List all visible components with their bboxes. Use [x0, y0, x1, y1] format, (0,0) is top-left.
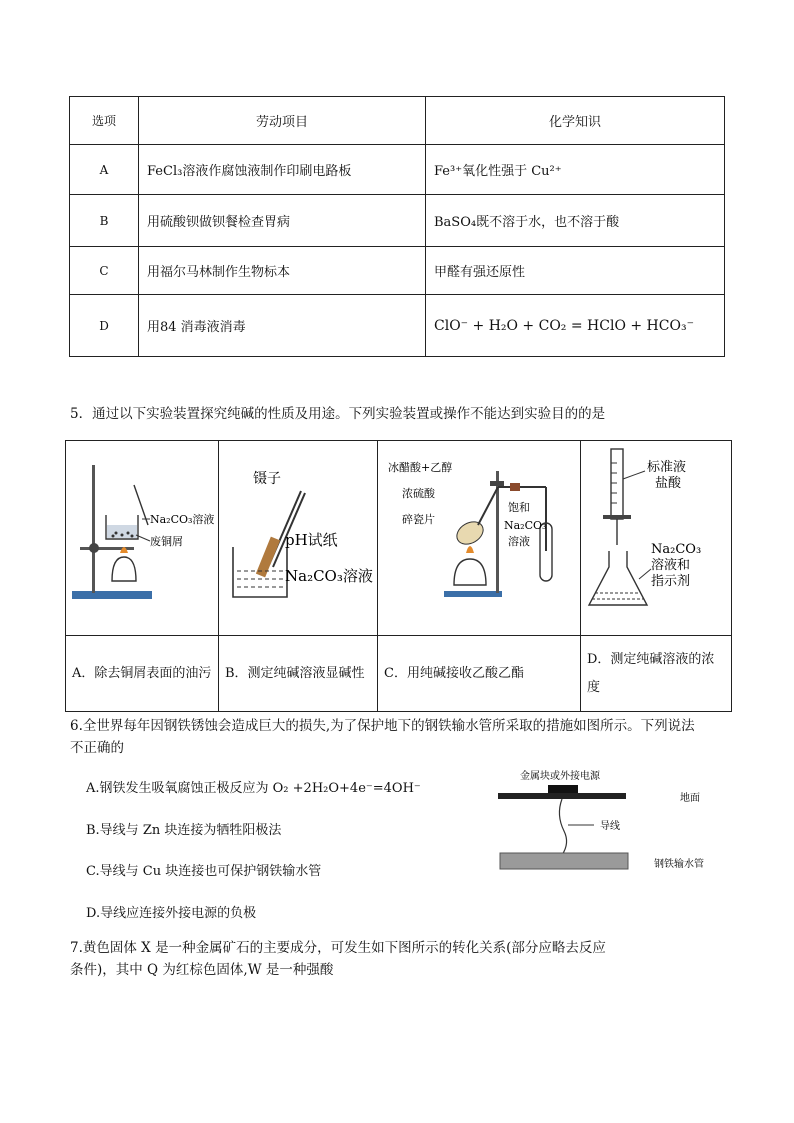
question-5-stem: 5．通过以下实验装置探究纯碱的性质及用途。下列实验装置或操作不能达到实验目的的是	[70, 406, 606, 422]
label-porcelain: 碎瓷片	[402, 513, 435, 526]
label-acetic-ethanol: 冰醋酸+乙醇	[388, 461, 453, 474]
label-saturated: 饱和	[508, 501, 530, 514]
question-6-option-b: B.导线与 Zn 块连接为牺牲阳极法	[86, 823, 282, 838]
figure-b-cell	[219, 441, 378, 636]
figure-a-cell	[66, 441, 219, 636]
question-6-option-c: C.导线与 Cu 块连接也可保护钢铁输水管	[86, 864, 322, 879]
question-6-option-a: A.钢铁发生吸氧腐蚀正极反应为 O₂ +2H₂O+4e⁻=4OH⁻	[86, 781, 421, 796]
label-na2co3-d: Na₂CO₃	[651, 542, 702, 557]
question-4-table	[69, 96, 725, 357]
row-project: 用福尔马林制作生物标本	[139, 247, 426, 295]
label-tweezers: 镊子	[253, 471, 281, 487]
label-wire: 导线	[600, 821, 620, 832]
question-6-figure	[490, 765, 730, 880]
row-knowledge: BaSO₄既不溶于水，也不溶于酸	[426, 195, 725, 247]
figure-d-apparatus	[581, 441, 731, 631]
question-7-line2: 条件)，其中 Q 为红棕色固体,W 是一种强酸	[70, 962, 334, 978]
header-option: 选项	[70, 97, 139, 145]
figure-b-apparatus	[219, 441, 377, 631]
header-knowledge: 化学知识	[426, 97, 725, 145]
question-7-line1: 7.黄色固体 X 是一种金属矿石的主要成分，可发生如下图所示的转化关系(部分应略去反应	[70, 940, 606, 956]
caption-d: D．测定纯碱溶液的浓度	[581, 636, 732, 712]
question-6-stem-line2: 不正确的	[70, 740, 124, 756]
row-option: A	[70, 145, 139, 195]
caption-c: C．用纯碱接收乙酸乙酯	[378, 636, 581, 712]
label-conc-sulfuric: 浓硫酸	[402, 487, 435, 500]
label-ground: 地面	[680, 793, 700, 804]
label-steel-pipe: 钢铁输水管	[654, 859, 704, 870]
label-indicator: 指示剂	[651, 574, 691, 589]
question-5-figure-table	[65, 440, 732, 712]
row-knowledge-equation: ClO⁻ + H₂O + CO₂ = HClO + HCO₃⁻	[426, 295, 725, 357]
header-project: 劳动项目	[139, 97, 426, 145]
row-knowledge: Fe³⁺氧化性强于 Cu²⁺	[426, 145, 725, 195]
question-6-option-d: D.导线应连接外接电源的负极	[86, 906, 257, 921]
table-row	[70, 247, 725, 295]
row-option: C	[70, 247, 139, 295]
label-solution-and: 溶液和	[651, 558, 691, 573]
row-option: D	[70, 295, 139, 357]
row-project: 用84 消毒液消毒	[139, 295, 426, 357]
label-solution-c: 溶液	[508, 535, 530, 548]
row-project: FeCl₃溶液作腐蚀液制作印刷电路板	[139, 145, 426, 195]
caption-a: A．除去铜屑表面的油污	[66, 636, 219, 712]
label-metal-or-power: 金属块或外接电源	[520, 771, 600, 782]
label-ph-paper: pH试纸	[285, 531, 338, 549]
table-row	[70, 195, 725, 247]
row-knowledge: 甲醛有强还原性	[426, 247, 725, 295]
figure-c-cell	[378, 441, 581, 636]
question-6-stem-line1: 6.全世界每年因钢铁锈蚀会造成巨大的损失,为了保护地下的钢铁输水管所采取的措施如图所示。下列说法	[70, 718, 695, 734]
row-option: B	[70, 195, 139, 247]
label-na2co3-solution: Na₂CO₃溶液	[150, 513, 215, 526]
label-hydrochloric-acid: 盐酸	[655, 476, 682, 491]
row-project: 用硫酸钡做钡餐检查胃病	[139, 195, 426, 247]
figure-a-apparatus	[66, 441, 218, 631]
label-na2co3-c: Na₂CO₃	[504, 519, 547, 532]
figure-c-apparatus	[378, 441, 580, 631]
figure-d-cell	[581, 441, 732, 636]
table-row	[70, 295, 725, 357]
label-na2co3-solution-b: Na₂CO₃溶液	[285, 567, 373, 585]
table-row	[70, 145, 725, 195]
label-waste-copper: 废铜屑	[150, 535, 183, 548]
caption-b: B．测定纯碱溶液显碱性	[219, 636, 378, 712]
label-standard-solution: 标准液	[647, 460, 687, 475]
